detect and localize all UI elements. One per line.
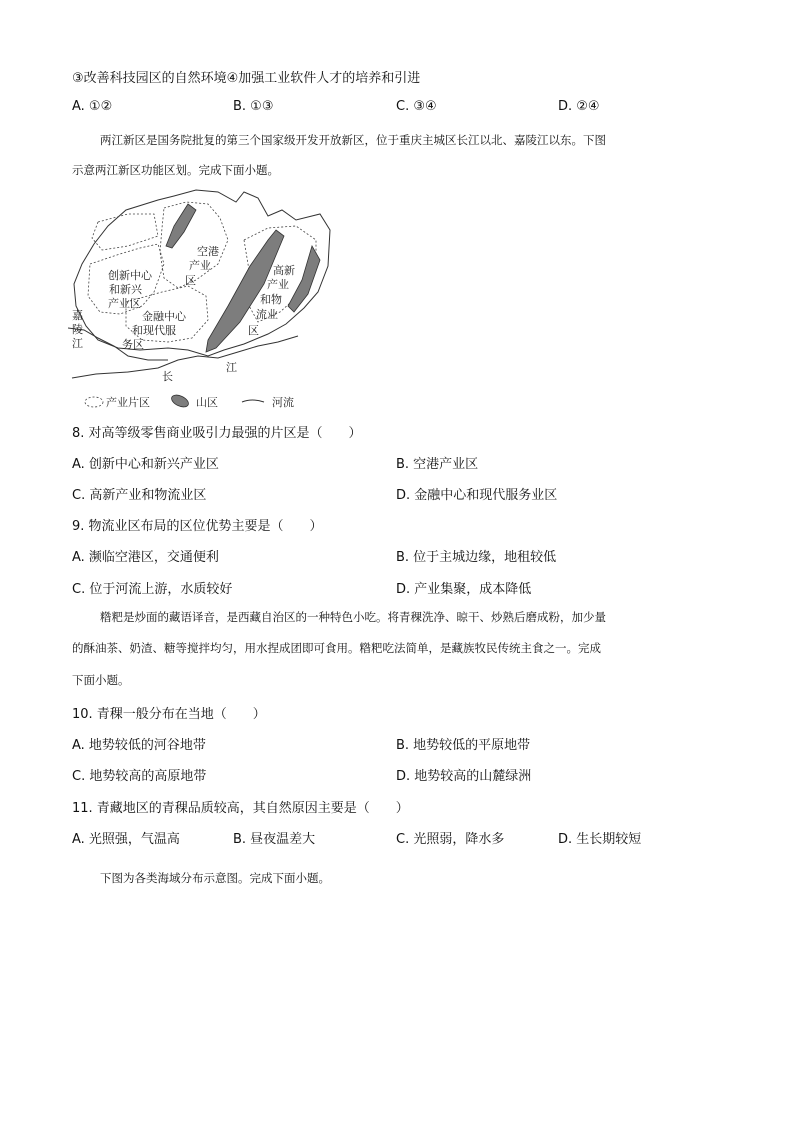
passage-line: 下面小题。: [72, 673, 130, 687]
label-konggang-3: 区: [185, 274, 196, 287]
label-konggang-1: 空港: [197, 245, 219, 258]
label-jinrong-1: 金融中心: [142, 310, 186, 323]
legend-zone-symbol: [85, 397, 103, 407]
legend-mountain-symbol: [170, 393, 191, 410]
q8-option-c: C. 高新产业和物流业区: [72, 488, 207, 503]
question-statement: ③改善科技园区的自然环境④加强工业软件人才的培养和引进: [72, 71, 421, 86]
q9-option-a: A. 濒临空港区，交通便利: [72, 550, 219, 565]
label-jialing-1: 嘉: [72, 309, 83, 322]
q9-option-b: B. 位于主城边缘，地租较低: [396, 550, 557, 565]
legend-river-label: 河流: [272, 396, 294, 409]
label-jinrong-3: 务区: [122, 338, 144, 351]
label-gaoxin-5: 区: [248, 324, 259, 337]
label-chuangxin-1: 创新中心: [108, 269, 152, 282]
label-jialing-2: 陵: [72, 323, 83, 336]
legend-mountain-label: 山区: [196, 396, 218, 409]
label-jinrong-2: 和现代服: [132, 324, 176, 337]
legend-river-symbol: [242, 400, 264, 402]
liangjiang-map: [68, 188, 338, 410]
label-chuangxin-3: 产业区: [108, 297, 141, 310]
option-d: D. ②④: [558, 99, 600, 114]
q11-option-a: A. 光照强，气温高: [72, 832, 180, 847]
label-chang: 长: [162, 370, 173, 383]
passage-line: 下图为各类海域分布示意图。完成下面小题。: [100, 871, 330, 885]
label-gaoxin-4: 流业: [256, 308, 278, 321]
zone-outline: [92, 214, 158, 250]
q10-option-b: B. 地势较低的平原地带: [396, 738, 531, 753]
q8-option-b: B. 空港产业区: [396, 457, 479, 472]
option-a: A. ①②: [72, 99, 113, 114]
passage-line: 的酥油茶、奶渣、糖等搅拌均匀，用水捏成团即可食用。糌粑吃法简单，是藏族牧民传统主食之一。完成: [72, 641, 601, 655]
label-gaoxin-1: 高新: [273, 264, 295, 277]
q11-option-d: D. 生长期较短: [558, 832, 642, 847]
q11-option-c: C. 光照弱，降水多: [396, 832, 505, 847]
passage-line: 示意两江新区功能区划。完成下面小题。: [72, 163, 279, 177]
q10-option-d: D. 地势较高的山麓绿洲: [396, 769, 532, 784]
question-9-stem: 9. 物流业区布局的区位优势主要是（ ）: [72, 519, 323, 534]
legend-zone-label: 产业片区: [106, 396, 150, 409]
label-konggang-2: 产业: [189, 259, 211, 272]
label-gaoxin-3: 和物: [260, 293, 282, 306]
q11-option-b: B. 昼夜温差大: [233, 832, 316, 847]
passage-line: 两江新区是国务院批复的第三个国家级开发开放新区，位于重庆主城区长江以北、嘉陵江以东。下图: [100, 133, 606, 147]
q9-option-c: C. 位于河流上游，水质较好: [72, 582, 233, 597]
question-11-stem: 11. 青藏地区的青稞品质较高，其自然原因主要是（ ）: [72, 801, 409, 816]
q9-option-d: D. 产业集聚，成本降低: [396, 582, 532, 597]
option-c: C. ③④: [396, 99, 437, 114]
q10-option-c: C. 地势较高的高原地带: [72, 769, 207, 784]
label-jiang: 江: [226, 361, 237, 374]
label-gaoxin-2: 产业: [267, 278, 289, 291]
question-10-stem: 10. 青稞一般分布在当地（ ）: [72, 707, 266, 722]
mountain-ridge: [288, 246, 320, 312]
q8-option-d: D. 金融中心和现代服务业区: [396, 488, 558, 503]
q10-option-a: A. 地势较低的河谷地带: [72, 738, 206, 753]
passage-line: 糌粑是炒面的藏语译音，是西藏自治区的一种特色小吃。将青稞洗净、晾干、炒熟后磨成粉，加少量: [100, 610, 606, 624]
label-jialing-3: 江: [72, 337, 83, 350]
question-8-stem: 8. 对高等级零售商业吸引力最强的片区是（ ）: [72, 426, 362, 441]
mountain-ridge: [166, 204, 196, 248]
label-chuangxin-2: 和新兴: [109, 283, 142, 296]
q8-option-a: A. 创新中心和新兴产业区: [72, 457, 219, 472]
option-b: B. ①③: [233, 99, 274, 114]
